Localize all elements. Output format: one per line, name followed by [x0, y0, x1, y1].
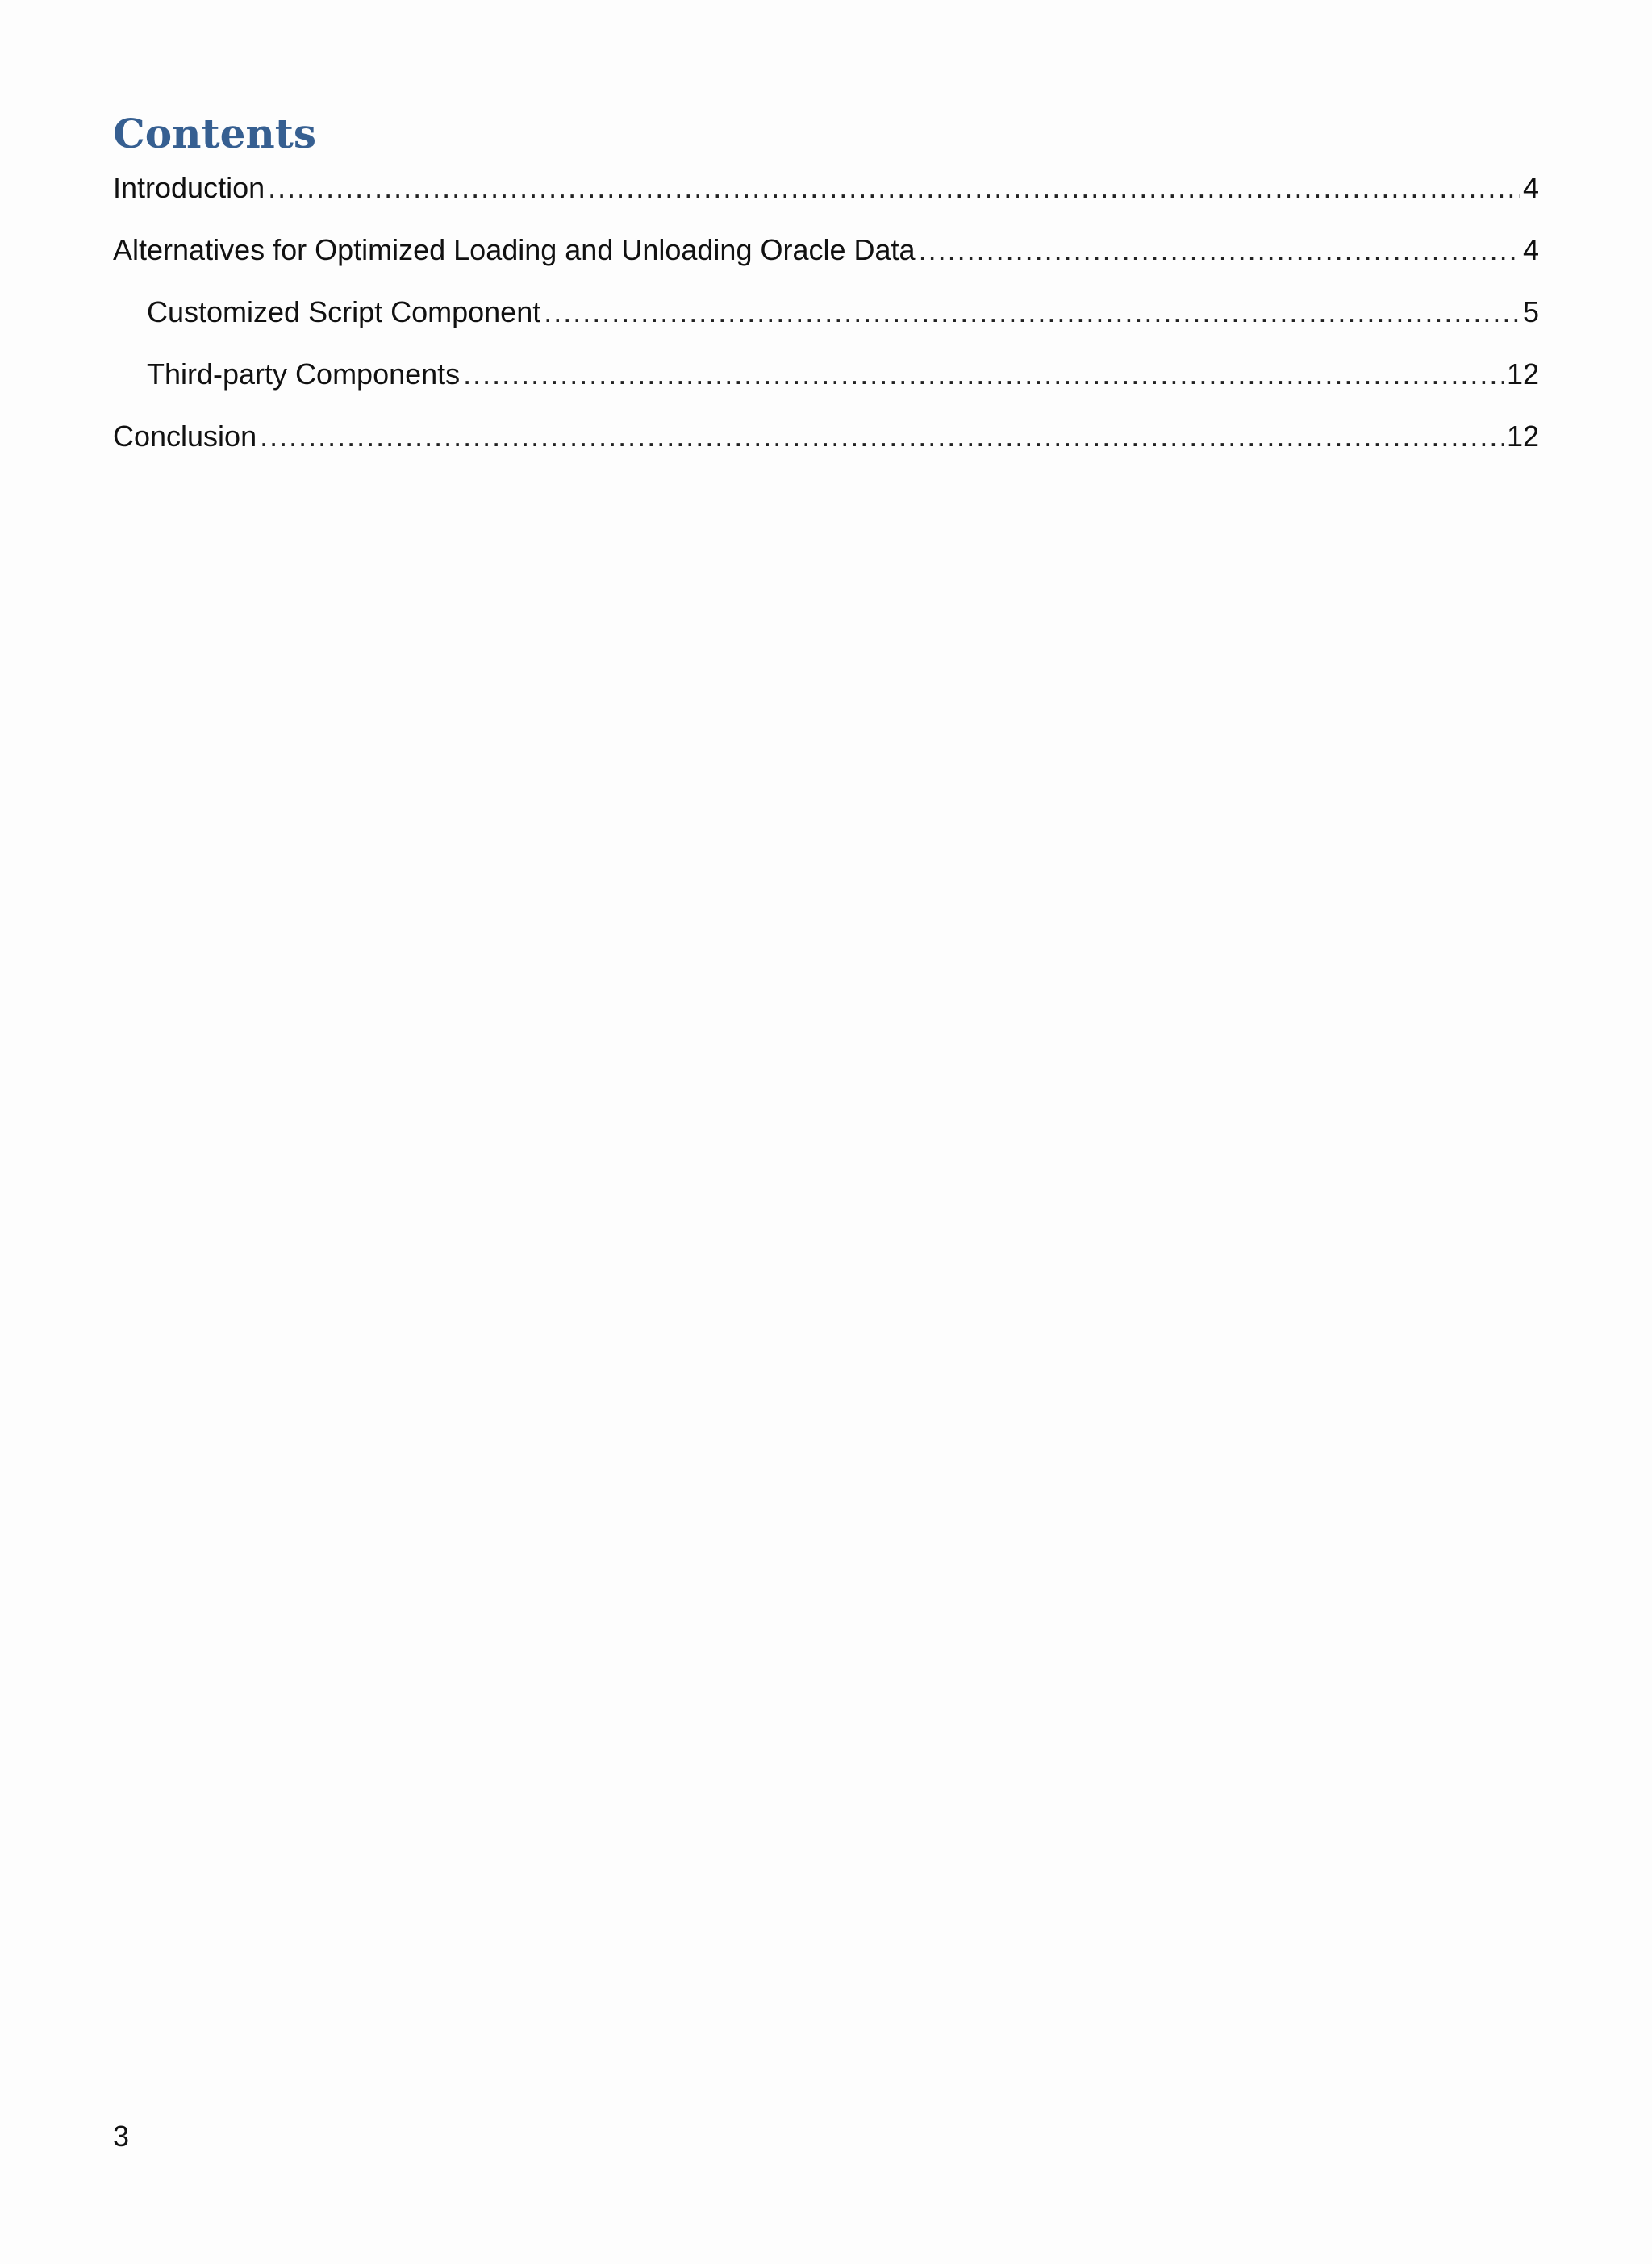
toc-dot-leader	[544, 290, 1520, 335]
page-number: 3	[113, 2120, 130, 2153]
toc-entry-alternatives[interactable]	[113, 228, 1539, 290]
toc-dot-leader	[260, 414, 1504, 459]
toc-entry-page: 12	[1506, 420, 1539, 453]
toc-dot-leader	[463, 352, 1504, 397]
toc-entry-title: Conclusion	[113, 420, 257, 453]
toc-entry-conclusion[interactable]	[113, 414, 1539, 476]
toc-entry-introduction[interactable]	[113, 165, 1539, 228]
toc-dot-leader	[268, 165, 1520, 211]
toc-dot-leader	[919, 228, 1520, 273]
toc-entry-page: 12	[1506, 357, 1539, 391]
toc-entry-page: 4	[1522, 233, 1539, 266]
toc-entry-title: Third-party Components	[147, 357, 461, 391]
toc-heading: Contents	[113, 110, 317, 157]
toc-entry-page: 4	[1522, 171, 1539, 204]
toc-entry-title: Alternatives for Optimized Loading and Unloading Oracle Data	[113, 233, 916, 266]
toc-entry-title: Customized Script Component	[147, 295, 541, 328]
toc-entry-customized-script-component[interactable]	[113, 290, 1539, 352]
toc-entry-page: 5	[1522, 295, 1539, 328]
toc-entry-title: Introduction	[113, 171, 265, 204]
toc-entry-third-party-components[interactable]	[113, 352, 1539, 414]
table-of-contents	[113, 165, 1539, 476]
